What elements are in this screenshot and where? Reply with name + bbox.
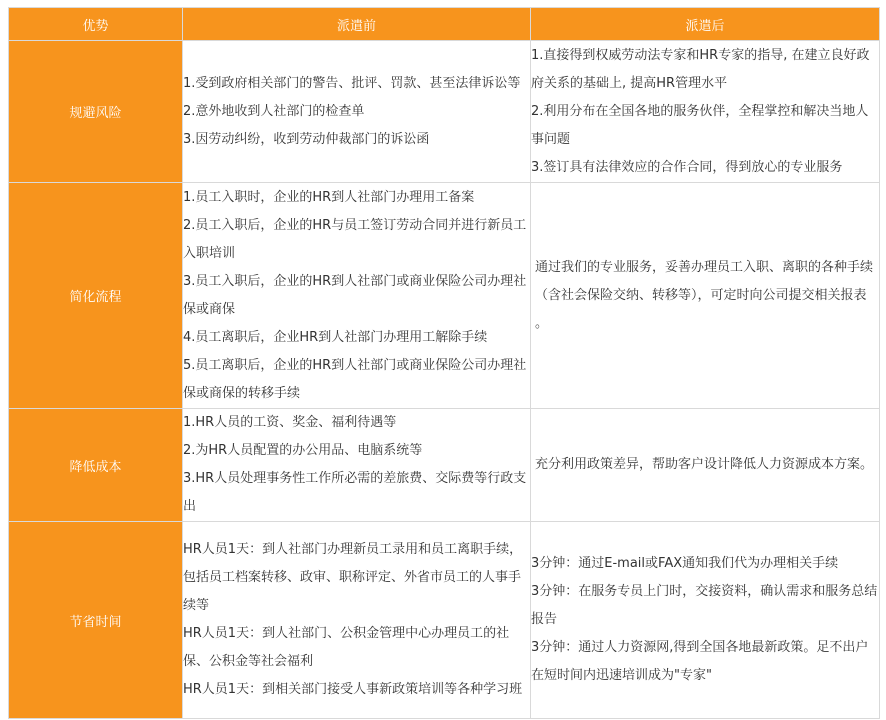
table-header-row	[9, 8, 880, 41]
list-item: 1.员工入职时，企业的HR到人社部门办理用工备案	[183, 189, 475, 205]
after-cell	[531, 41, 880, 183]
list-item: 3分钟：通过人力资源网,得到全国各地最新政策。足不出户在短时间内迅速培训成为"专家"	[531, 640, 869, 683]
list-item: 3.HR人员处理事务性工作所必需的差旅费、交际费等行政支出	[183, 471, 527, 514]
list-item: 通过我们的专业服务，妥善办理员工入职、离职的各种手续（含社会保险交纳、转移等），可定时向公司提交相关报表 。	[535, 259, 874, 331]
before-cell	[183, 522, 531, 719]
table-row	[9, 522, 880, 719]
list-item: 2.意外地收到人社部门的检查单	[183, 103, 365, 119]
header-advantage: 优势	[9, 8, 183, 41]
before-cell	[183, 183, 531, 409]
table-row	[9, 41, 880, 183]
before-cell	[183, 409, 531, 522]
table-row	[9, 409, 880, 522]
list-item: HR人员1天：到人社部门、公积金管理中心办理员工的社保、公积金等社会福利	[183, 626, 510, 669]
after-cell	[531, 409, 880, 522]
list-item: 3.因劳动纠纷，收到劳动仲裁部门的诉讼函	[183, 131, 430, 147]
list-item: 3分钟：在服务专员上门时，交接资料，确认需求和服务总结报告	[531, 584, 878, 627]
list-item: 2.为HR人员配置的办公用品、电脑系统等	[183, 443, 423, 458]
list-item: 5.员工离职后，企业的HR到人社部门或商业保险公司办理社保或商保的转移手续	[183, 357, 527, 401]
list-item: 3分钟：通过E-mail或FAX通知我们代为办理相关手续	[531, 556, 839, 571]
list-item: HR人员1天：到相关部门接受人事新政策培训等各种学习班	[183, 682, 523, 697]
list-item: 充分利用政策差异，帮助客户设计降低人力资源成本方案。	[535, 457, 874, 472]
list-item: 1.受到政府相关部门的警告、批评、罚款、甚至法律诉讼等	[183, 75, 521, 91]
list-item: 3.员工入职后，企业的HR到人社部门或商业保险公司办理社保或商保	[183, 273, 527, 317]
list-item: HR人员1天：到人社部门办理新员工录用和员工离职手续，包括员工档案转移、政审、职称评定、外省市员工的人事手续等	[183, 542, 523, 613]
list-item: 3.签订具有法律效应的合作合同，得到放心的专业服务	[531, 159, 843, 175]
category-cell: 降低成本	[9, 409, 183, 522]
table-row	[9, 183, 880, 409]
header-after: 派遣后	[531, 8, 880, 41]
before-cell	[183, 41, 531, 183]
list-item: 2.利用分布在全国各地的服务伙伴，全程掌控和解决当地人事问题	[531, 103, 869, 147]
list-item: 2.员工入职后，企业的HR与员工签订劳动合同并进行新员工入职培训	[183, 217, 527, 261]
header-before: 派遣前	[183, 8, 531, 41]
category-cell: 规避风险	[9, 41, 183, 183]
list-item: 1.直接得到权威劳动法专家和HR专家的指导, 在建立良好政府关系的基础上, 提高HR管理水平	[531, 47, 870, 91]
category-cell: 简化流程	[9, 183, 183, 409]
list-item: 1.HR人员的工资、奖金、福利待遇等	[183, 415, 397, 430]
category-cell: 节省时间	[9, 522, 183, 719]
list-item: 4.员工离职后，企业HR到人社部门办理用工解除手续	[183, 329, 488, 345]
after-cell	[531, 183, 880, 409]
comparison-table	[8, 7, 880, 719]
after-cell	[531, 522, 880, 719]
